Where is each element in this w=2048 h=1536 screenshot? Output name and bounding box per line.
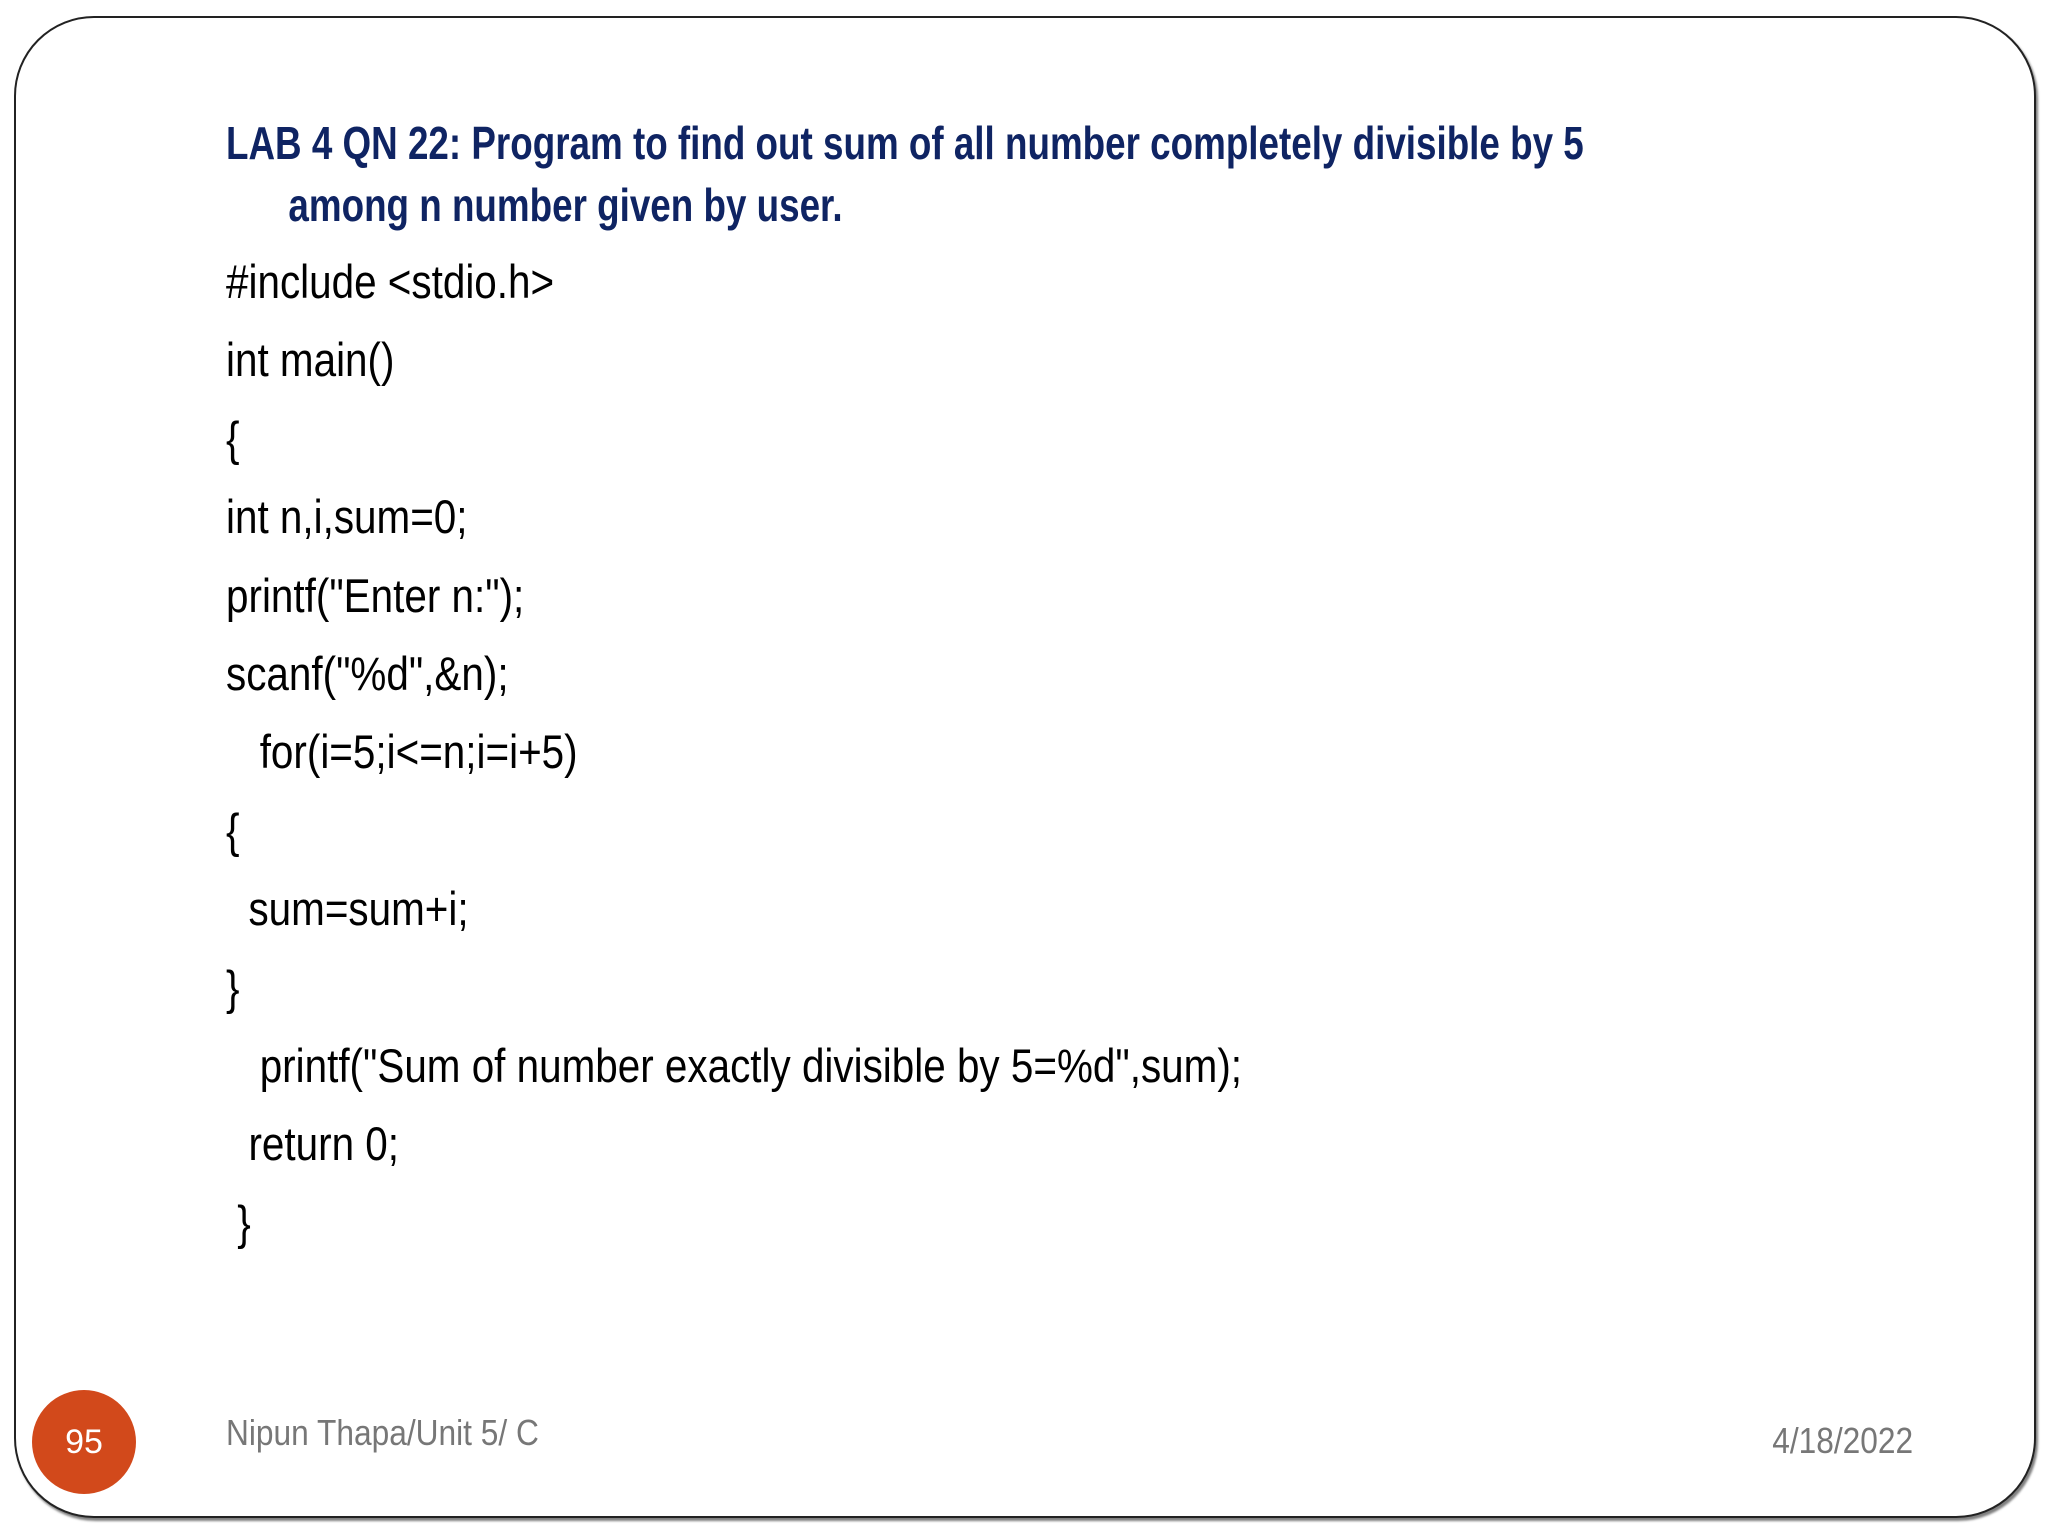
- title-line-2: among n number given by user.: [288, 179, 843, 231]
- code-line: {: [226, 411, 240, 465]
- code-line: int n,i,sum=0;: [226, 490, 468, 544]
- slide-number-badge: 95: [32, 1390, 136, 1494]
- title-line-1: LAB 4 QN 22: Program to find out sum of all number completely divisible by 5: [226, 117, 1584, 169]
- code-line: int main(): [226, 333, 395, 387]
- code-line: sum=sum+i;: [226, 882, 469, 936]
- code-block: [226, 252, 1407, 1271]
- footer-author: Nipun Thapa/Unit 5/ C: [226, 1412, 539, 1453]
- code-line: {: [226, 803, 240, 857]
- code-line: return 0;: [226, 1117, 399, 1171]
- code-line: #include <stdio.h>: [226, 255, 555, 308]
- code-line: printf("Sum of number exactly divisible by 5=%d",sum);: [226, 1038, 1243, 1092]
- code-line: printf("Enter n:");: [226, 568, 525, 622]
- slide-title: [226, 112, 1584, 236]
- code-line: }: [226, 960, 240, 1014]
- code-line: for(i=5;i<=n;i=i+5): [226, 725, 578, 779]
- code-line: scanf("%d",&n);: [226, 646, 509, 700]
- code-line: }: [226, 1195, 251, 1249]
- footer-date: 4/18/2022: [1772, 1420, 1913, 1461]
